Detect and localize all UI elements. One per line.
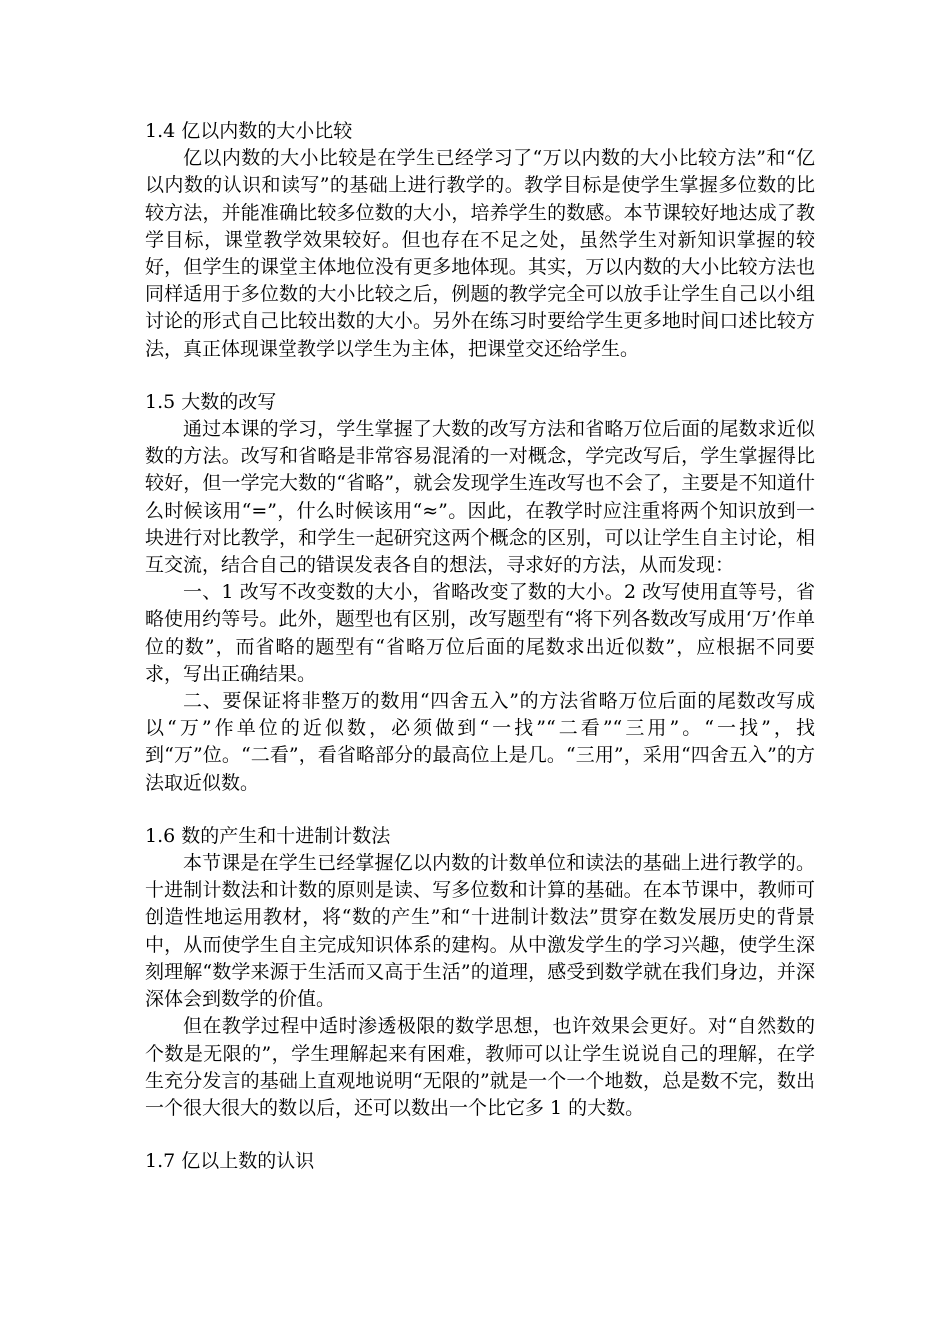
paragraph: 二、要保证将非整万的数用“四舍五入”的方法省略万位后面的尾数改写成以“万”作单位的近似数，必须做到“一找”“二看”“三用”。“一找”，找到“万”位。“二看”，看省略部分的最高位上是几。“三用”，采用“四舍五入”的方法取近似数。	[145, 690, 815, 794]
paragraph: 本节课是在学生已经掌握亿以内数的计数单位和读法的基础上进行教学的。十进制计数法和计数的原则是读、写多位数和计算的基础。在本节课中，教师可创造性地运用教材，将“数的产生”和“十进制计数法”贯穿在数发展历史的背景中，从而使学生自主完成知识体系的建构。从中激发学生的学习兴趣，使学生深刻理解“数学来源于生活而又高于生活”的道理，感受到数学就在我们身边，并深深体会到数学的价值。	[145, 852, 815, 1011]
section-1-6	[145, 823, 815, 1122]
section-heading: 1.4 亿以内数的大小比较	[145, 120, 353, 142]
section-1-7	[145, 1148, 815, 1175]
section-heading: 1.6 数的产生和十进制计数法	[145, 824, 391, 847]
section-heading: 1.5 大数的改写	[145, 390, 277, 413]
paragraph: 通过本课的学习，学生掌握了大数的改写方法和省略万位后面的尾数求近似数的方法。改写和省略是非常容易混淆的一对概念，学完改写后，学生掌握得比较好，但一学完大数的“省略”，就会发现学生连改写也不会了，主要是不知道什么时候该用“=”，什么时候该用“≈”。因此，在教学时应注重将两个知识放到一块进行对比教学，和学生一起研究这两个概念的区别，可以让学生自主讨论，相互交流，结合自己的错误发表各自的想法，寻求好的方法，从而发现：	[145, 418, 815, 577]
section-1-4	[145, 118, 815, 363]
document-page	[145, 118, 815, 1201]
paragraph: 一、1 改写不改变数的大小，省略改变了数的大小。2 改写使用直等号，省略使用约等号。此外，题型也有区别，改写题型有“将下列各数改写成用‘万’作单位的数”，而省略的题型有“省略万位后面的尾数求出近似数”，应根据不同要求，写出正确结果。	[145, 581, 815, 685]
section-heading: 1.7 亿以上数的认识	[145, 1150, 315, 1173]
section-1-5	[145, 389, 815, 797]
paragraph: 亿以内数的大小比较是在学生已经学习了“万以内数的大小比较方法”和“亿以内数的认识和读写”的基础上进行教学的。教学目标是使学生掌握多位数的比较方法，并能准确比较多位数的大小，培养学生的数感。本节课较好地达成了教学目标，课堂教学效果较好。但也存在不足之处，虽然学生对新知识掌握的较好，但学生的课堂主体地位没有更多地体现。其实，万以内数的大小比较方法也同样适用于多位数的大小比较之后，例题的教学完全可以放手让学生自己以小组讨论的形式自己比较出数的大小。另外在练习时要给学生更多地时间口述比较方法，真正体现课堂教学以学生为主体，把课堂交还给学生。	[145, 147, 815, 360]
paragraph: 但在教学过程中适时渗透极限的数学思想，也许效果会更好。对“自然数的个数是无限的”，学生理解起来有困难，教师可以让学生说说自己的理解，在学生充分发言的基础上直观地说明“无限的”就是一个一个地数，总是数不完，数出一个很大很大的数以后，还可以数出一个比它多 1 的大数。	[145, 1015, 815, 1119]
